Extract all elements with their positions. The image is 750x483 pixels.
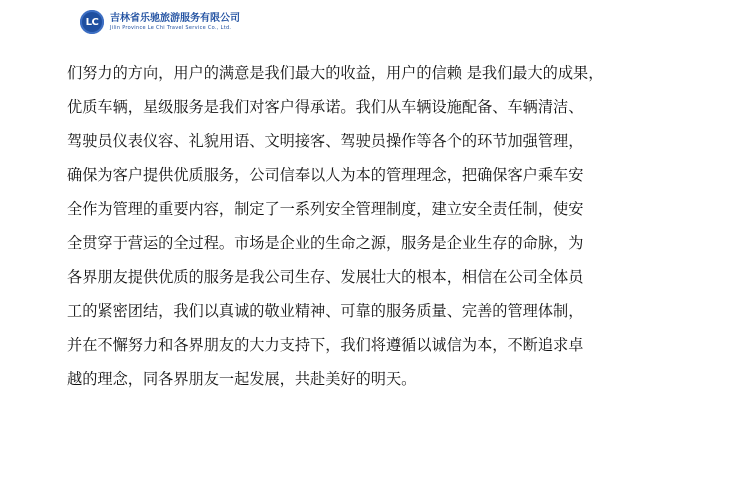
- company-name-block: [110, 13, 240, 32]
- text-line: 全作为管理的重要内容，制定了一系列安全管理制度，建立安全责任制，使安: [67, 200, 584, 218]
- text-line: 越的理念，同各界朋友一起发展，共赴美好的明天。: [67, 370, 417, 388]
- text-line: 确保为客户提供优质服务，公司信奉以人为本的管理理念，把确保客户乘车安: [67, 166, 584, 184]
- logo-text: LC: [85, 16, 99, 28]
- text-line: 优质车辆，星级服务是我们对客户得承诺。我们从车辆设施配备、车辆清洁、: [67, 98, 584, 116]
- text-line: 们努力的方向，用户的满意是我们最大的收益，用户的信赖 是我们最大的成果，: [67, 64, 604, 82]
- text-line: 工的紧密团结，我们以真诚的敬业精神、可靠的服务质量、完善的管理体制，: [67, 302, 584, 320]
- company-name-en: Jilin Province Le Chi Travel Service Co., Ltd.: [110, 24, 232, 31]
- company-header: [80, 9, 240, 35]
- text-line: 并在不懈努力和各界朋友的大力支持下，我们将遵循以诚信为本，不断追求卓: [67, 336, 584, 354]
- document-body: [67, 56, 707, 396]
- company-logo: [80, 10, 104, 34]
- company-name-cn: 吉林省乐驰旅游服务有限公司: [110, 12, 240, 24]
- text-line: 驾驶员仪表仪容、礼貌用语、文明接客、驾驶员操作等各个的环节加强管理，: [67, 132, 584, 150]
- text-line: 各界朋友提供优质的服务是我公司生存、发展壮大的根本，相信在公司全体员: [67, 268, 584, 286]
- text-line: 全贯穿于营运的全过程。市场是企业的生命之源，服务是企业生存的命脉，为: [67, 234, 584, 252]
